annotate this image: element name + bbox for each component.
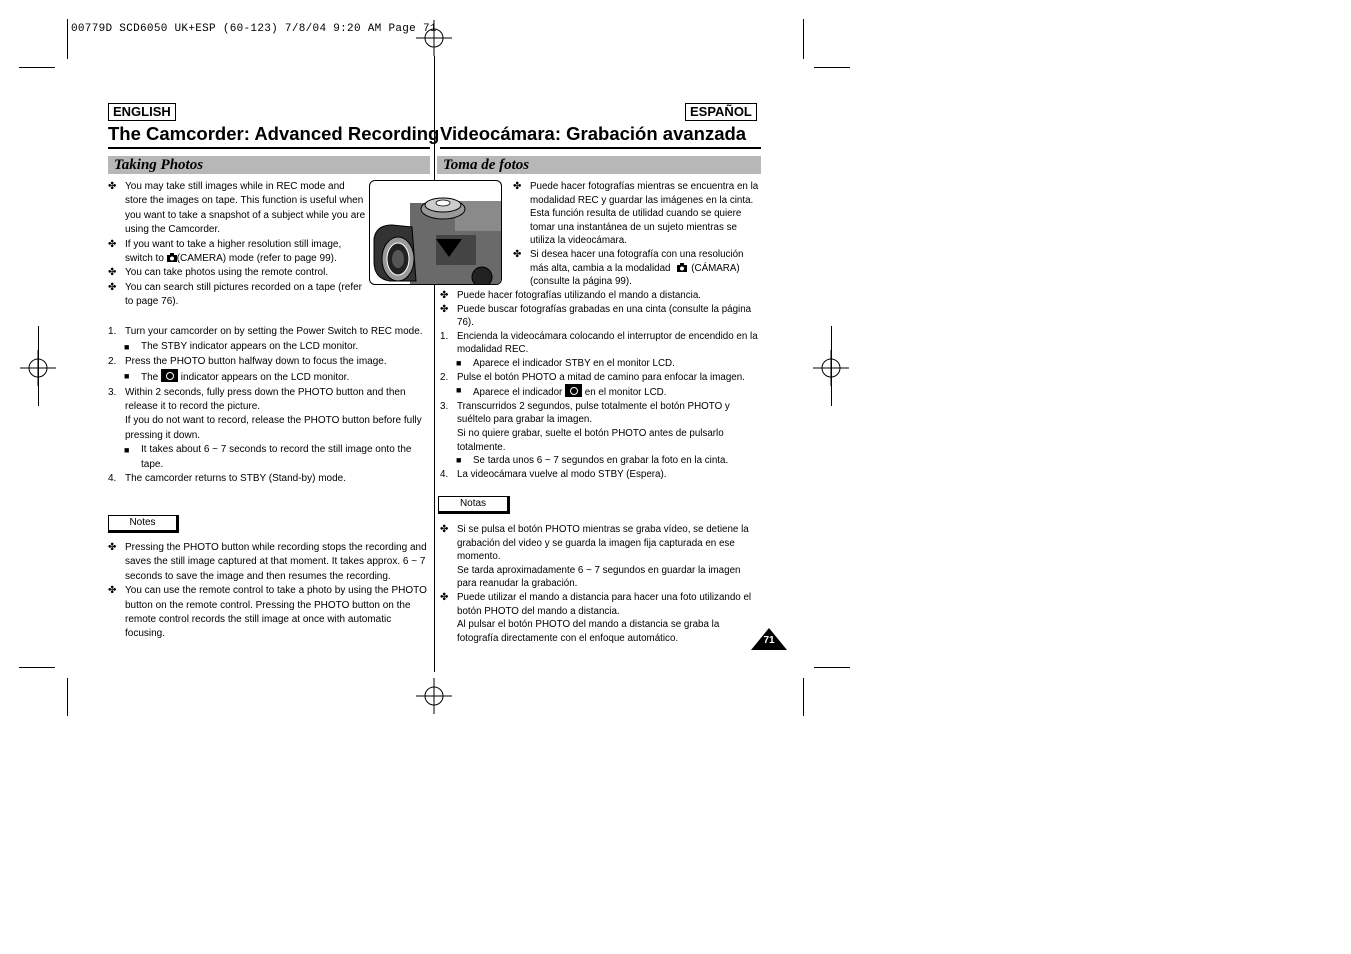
crop-mark: [831, 326, 832, 406]
registration-mark-icon: [416, 20, 452, 56]
list-item: ✤ If you want to take a higher resolution still image, switch to (CAMERA) mode (refer to page 99).: [108, 238, 342, 265]
list-item: ✤ Puede hacer fotografías utilizando el mando a distancia.: [440, 290, 701, 301]
list-item: ✤ You can use the remote control to take a photo by using the PHOTO button on the remote control. Pressing the PHOTO button on the remote control records the still image at once with automatic focusing.: [108, 585, 427, 640]
camcorder-icon: [370, 181, 501, 284]
crop-mark: [803, 678, 804, 716]
intro-bullets-english: [108, 180, 366, 310]
step-note: ■ The STBY indicator appears on the LCD monitor.: [124, 341, 359, 353]
center-divider: [434, 56, 435, 672]
section-title: Taking Photos: [114, 157, 204, 173]
list-item: ✤ Si se pulsa el botón PHOTO mientras se graba vídeo, se detiene la grabación del video y se guarda la imagen fija capturada en ese momento.: [440, 524, 749, 563]
crop-mark: [803, 19, 804, 59]
crop-mark: [67, 19, 68, 59]
crop-mark: [814, 667, 850, 668]
crop-mark: [38, 326, 39, 406]
note-extra: Al pulsar el botón PHOTO del mando a distancia se graba la fotografía directamente con el enfoque automático.: [457, 619, 720, 644]
step-extra: Si no quiere grabar, suelte el botón PHOTO antes de pulsarlo totalmente.: [457, 427, 724, 453]
title-rule: [440, 147, 761, 149]
list-item: ✤ Pressing the PHOTO button while recording stops the recording and saves the still image captured at that moment. It takes approx. 6 ~ 7 seconds to save the image and then resumes the recording.: [108, 542, 427, 582]
page-title-spanish: Videocámara: Grabación avanzada: [440, 123, 747, 144]
notes-label-spanish: Notas: [438, 496, 510, 514]
step-3: 3. Within 2 seconds, fully press down the PHOTO button and then release it to record the picture.: [108, 386, 406, 413]
step-note: ■ It takes about 6 ~ 7 seconds to record the still image onto the tape.: [124, 444, 412, 470]
step-extra: If you do not want to record, release the PHOTO button before fully pressing it down.: [125, 415, 422, 441]
list-item: ✤ You can search still pictures recorded on a tape (refer to page 76).: [108, 281, 362, 308]
camcorder-illustration: [369, 180, 502, 285]
section-header-spanish: [437, 156, 761, 174]
intro-bullets-spanish: [513, 180, 761, 289]
list-item: ✤ Puede buscar fotografías grabadas en una cinta (consulte la página 76).: [440, 303, 752, 329]
step-3: 3. Transcurridos 2 segundos, pulse totalmente el botón PHOTO y suéltelo para grabar la imagen.: [440, 400, 730, 426]
note-extra: Se tarda aproximadamente 6 ~ 7 segundos en guardar la imagen para reanudar la grabación.: [457, 564, 741, 590]
registration-mark-icon: [416, 678, 452, 714]
step-note: ■ Aparece el indicador STBY en el monitor LCD.: [456, 357, 675, 369]
camera-icon: [167, 253, 177, 262]
list-item: ✤ Puede utilizar el mando a distancia para hacer una foto utilizando el botón PHOTO del mando a distancia.: [440, 591, 752, 617]
step-note: ■ The indicator appears on the LCD monitor.: [124, 371, 350, 384]
step-note: ■ Aparece el indicador en el monitor LCD.: [456, 385, 667, 399]
notes-english: [108, 541, 430, 642]
step-1: 1. Turn your camcorder on by setting the Power Switch to REC mode.: [108, 326, 423, 337]
step-2: 2. Press the PHOTO button halfway down to focus the image.: [108, 355, 387, 367]
crop-mark: [19, 667, 55, 668]
page-title-english: The Camcorder: Advanced Recording: [108, 123, 440, 144]
step-1: 1. Encienda la videocámara colocando el interruptor de encendido en la modalidad REC.: [440, 330, 758, 356]
page-number: 71: [763, 635, 775, 646]
list-item: ✤ You can take photos using the remote control.: [108, 267, 329, 279]
section-title: Toma de fotos: [443, 157, 530, 173]
section-header-english: [108, 156, 430, 174]
camera-icon: [677, 263, 687, 272]
photo-indicator-icon: [565, 384, 582, 397]
step-note: ■ Se tarda unos 6 ~ 7 segundos en grabar la foto en la cinta.: [456, 455, 729, 467]
list-item: ✤ You may take still images while in REC mode and store the images on tape. This function is useful when you want to take a snapshot of a subject while you are using the Camcorder.: [108, 181, 366, 236]
title-rule: [108, 147, 430, 149]
language-tag-english: ENGLISH: [108, 103, 176, 121]
steps-english: [108, 325, 430, 486]
crop-mark: [814, 67, 850, 68]
crop-mark: [19, 67, 55, 68]
step-2: 2. Pulse el botón PHOTO a mitad de camino para enfocar la imagen.: [440, 371, 745, 383]
notes-spanish: [440, 523, 761, 645]
step-4: 4. La videocámara vuelve al modo STBY (Espera).: [440, 468, 667, 480]
language-tag-spanish: ESPAÑOL: [685, 103, 757, 121]
steps-spanish: [440, 289, 761, 481]
step-4: 4. The camcorder returns to STBY (Stand-by) mode.: [108, 473, 347, 485]
list-item: ✤ Si desea hacer una fotografía con una resolución más alta, cambia a la modalidad (CÁMARA) (consulte la página 99).: [513, 248, 744, 288]
notes-label-english: Notes: [108, 515, 179, 533]
photo-indicator-icon: [161, 369, 178, 382]
print-slug: 00779D SCD6050 UK+ESP (60-123) 7/8/04 9:20 AM Page 71: [71, 23, 437, 35]
crop-mark: [67, 678, 68, 716]
list-item: ✤ Puede hacer fotografías mientras se encuentra en la modalidad REC y guardar las imágenes en la cinta. Esta función resulta de utilidad cuando se quiere tomar una instantánea de un sujeto mientras se utiliza la videocámara.: [513, 181, 759, 247]
